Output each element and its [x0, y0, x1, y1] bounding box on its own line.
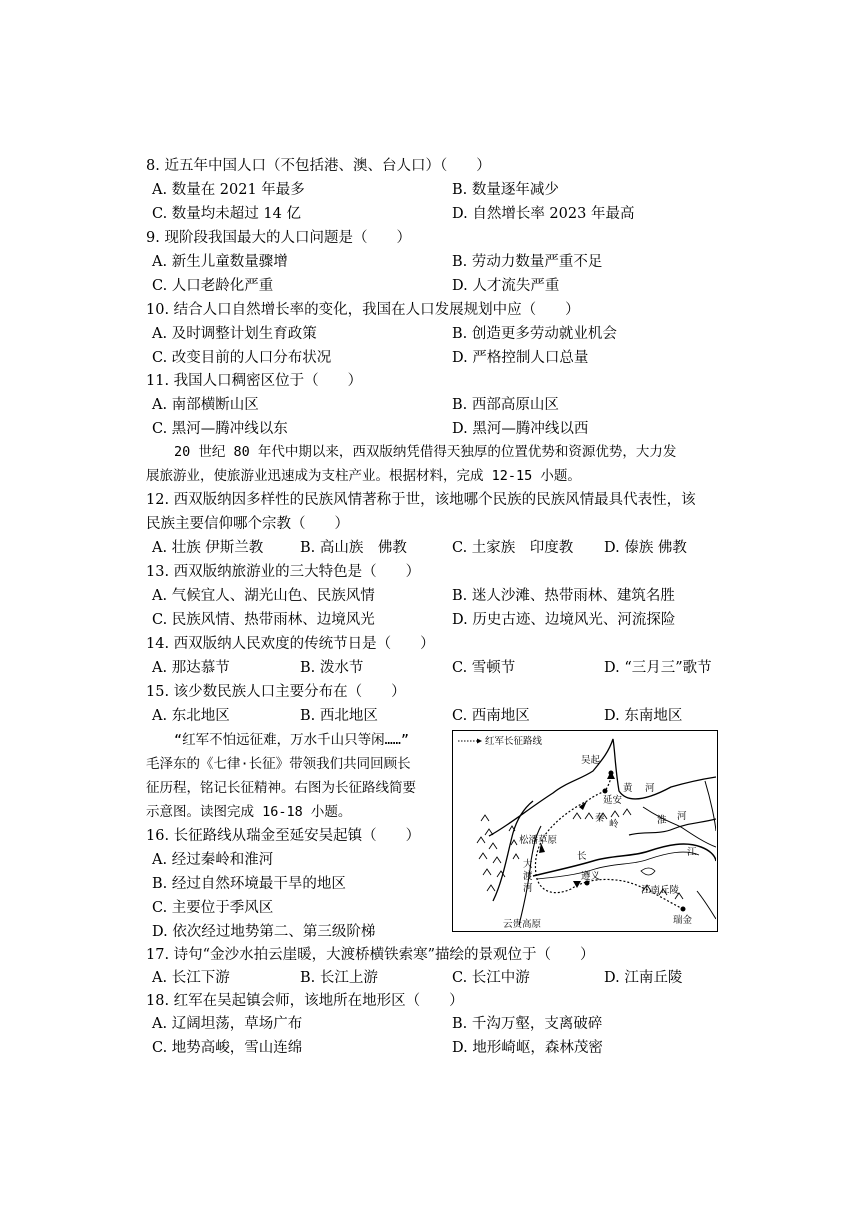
route-arrow-icon	[579, 801, 587, 810]
passage-xishuangbanna-line-2: 展旅游业，使旅游业迅速成为支柱产业。根据材料，完成 12-15 小题。	[146, 468, 581, 484]
label-du: 渡	[523, 871, 533, 882]
question-15-stem: 15. 该少数民族人口主要分布在（ ）	[146, 684, 406, 700]
question-11-stem: 11. 我国人口稠密区位于（ ）	[146, 373, 363, 389]
question-13-option-a[interactable]: A. 气候宜人、湖光山色、民族风情	[152, 588, 375, 604]
ruijin-dot	[681, 907, 686, 912]
question-14-option-a[interactable]: A. 那达慕节	[152, 660, 230, 676]
question-10-stem: 10. 结合人口自然增长率的变化，我国在人口发展规划中应（ ）	[146, 302, 580, 318]
passage-long-march-line-3: 征历程，铭记长征精神。右图为长征路线简要	[146, 780, 416, 796]
question-9-stem: 9. 现阶段我国最大的人口问题是（ ）	[146, 230, 411, 246]
yanan-dot	[603, 789, 608, 794]
question-17-option-d[interactable]: D. 江南丘陵	[604, 970, 683, 986]
question-18-option-d[interactable]: D. 地形崎岖，森林茂密	[452, 1040, 603, 1056]
label-jiangnan: 江南丘陵	[641, 885, 680, 896]
label-ling: 岭	[609, 819, 619, 830]
question-10-option-b[interactable]: B. 创造更多劳动就业机会	[452, 326, 617, 342]
question-8-option-c[interactable]: C. 数量均未超过 14 亿	[152, 206, 301, 222]
question-12-option-a[interactable]: A. 壮族 伊斯兰教	[152, 540, 264, 556]
long-march-map-svg	[453, 731, 716, 930]
label-huai-he: 河	[677, 811, 687, 822]
question-16-stem: 16. 长征路线从瑞金至延安吴起镇（ ）	[146, 828, 421, 844]
label-huang: 黄	[623, 783, 633, 794]
question-10-option-a[interactable]: A. 及时调整计划生育政策	[152, 326, 317, 342]
question-15-option-b[interactable]: B. 西北地区	[300, 708, 378, 724]
wuqi-dot	[609, 771, 614, 776]
question-14-option-b[interactable]: B. 泼水节	[300, 660, 364, 676]
question-13-stem: 13. 西双版纳旅游业的三大特色是（ ）	[146, 564, 421, 580]
question-11-option-c[interactable]: C. 黑河—腾冲线以东	[152, 421, 288, 437]
question-9-option-c[interactable]: C. 人口老龄化严重	[152, 278, 274, 294]
question-15-option-a[interactable]: A. 东北地区	[152, 708, 230, 724]
question-15-option-c[interactable]: C. 西南地区	[452, 708, 530, 724]
label-da: 大	[523, 859, 533, 870]
passage-long-march-line-1: “红军不怕远征难，万水千山只等闲……”	[174, 732, 410, 748]
label-songpan: 松潘草原	[519, 835, 558, 846]
question-11-option-d[interactable]: D. 黑河—腾冲线以西	[452, 421, 589, 437]
legend-label: 红军长征路线	[485, 736, 543, 747]
label-yanan: 延安	[603, 795, 623, 806]
question-9-option-d[interactable]: D. 人才流失严重	[452, 278, 560, 294]
question-12-stem: 12. 西双版纳因多样性的民族风情著称于世，该地哪个民族的民族风情最具代表性，该	[146, 492, 696, 508]
question-18-option-a[interactable]: A. 辽阔坦荡，草场广布	[152, 1016, 303, 1032]
question-8-option-a[interactable]: A. 数量在 2021 年最多	[152, 182, 305, 198]
question-16-option-a[interactable]: A. 经过秦岭和淮河	[152, 852, 274, 868]
label-qin: 秦	[595, 813, 605, 824]
question-11-option-b[interactable]: B. 西部高原山区	[452, 397, 559, 413]
passage-xishuangbanna-line-1: 20 世纪 80 年代中期以来，西双版纳凭借得天独厚的位置优势和资源优势，大力发	[174, 444, 677, 460]
passage-long-march-line-2: 毛泽东的《七律·长征》带领我们共同回顾长	[146, 756, 411, 772]
label-wuqi: 吴起	[581, 755, 601, 766]
question-12-stem-continued: 民族主要信仰哪个宗教（ ）	[146, 516, 349, 532]
question-16-option-c[interactable]: C. 主要位于季风区	[152, 900, 274, 916]
question-17-option-a[interactable]: A. 长江下游	[152, 970, 230, 986]
label-chang: 长	[577, 851, 587, 862]
question-17-option-c[interactable]: C. 长江中游	[452, 970, 530, 986]
question-11-option-a[interactable]: A. 南部横断山区	[152, 397, 259, 413]
lake	[641, 868, 655, 875]
question-12-option-c[interactable]: C. 土家族 印度教	[452, 540, 574, 556]
legend-arrow-icon	[477, 739, 482, 744]
label-du-he: 河	[523, 883, 533, 894]
question-15-option-d[interactable]: D. 东南地区	[604, 708, 683, 724]
question-13-option-c[interactable]: C. 民族风情、热带雨林、边境风光	[152, 612, 375, 628]
question-16-option-d[interactable]: D. 依次经过地势第二、第三级阶梯	[152, 924, 376, 940]
question-14-stem: 14. 西双版纳人民欢度的传统节日是（ ）	[146, 636, 435, 652]
label-zunyi: 遵义	[581, 871, 601, 882]
question-9-option-b[interactable]: B. 劳动力数量严重不足	[452, 254, 603, 270]
question-14-option-d[interactable]: D. “三月三”歌节	[604, 660, 712, 676]
question-18-option-c[interactable]: C. 地势高峻，雪山连绵	[152, 1040, 303, 1056]
label-ruijin: 瑞金	[673, 915, 693, 926]
question-13-option-b[interactable]: B. 迷人沙滩、热带雨林、建筑名胜	[452, 588, 675, 604]
question-17-option-b[interactable]: B. 长江上游	[300, 970, 378, 986]
question-17-stem: 17. 诗句“金沙水拍云崖暖，大渡桥横铁索寒”描绘的景观位于（ ）	[146, 947, 595, 963]
label-he: 河	[645, 783, 655, 794]
question-12-option-b[interactable]: B. 高山族 佛教	[300, 540, 407, 556]
question-10-option-d[interactable]: D. 严格控制人口总量	[452, 350, 589, 366]
label-yungui: 云贵高原	[503, 919, 542, 930]
question-18-stem: 18. 红军在吴起镇会师，该地所在地形区（ ）	[146, 993, 464, 1009]
label-jiang: 江	[687, 847, 697, 858]
question-10-option-c[interactable]: C. 改变目前的人口分布状况	[152, 350, 332, 366]
question-9-option-a[interactable]: A. 新生儿童数量骤增	[152, 254, 288, 270]
huai-river	[629, 819, 716, 835]
question-13-option-d[interactable]: D. 历史古迹、边境风光、河流探险	[452, 612, 676, 628]
long-march-route-map	[452, 730, 718, 932]
question-16-option-b[interactable]: B. 经过自然环境最干旱的地区	[152, 876, 346, 892]
question-8-stem: 8. 近五年中国人口（不包括港、澳、台人口）（ ）	[146, 158, 491, 174]
question-8-option-b[interactable]: B. 数量逐年减少	[452, 182, 559, 198]
question-12-option-d[interactable]: D. 傣族 佛教	[604, 540, 687, 556]
question-14-option-c[interactable]: C. 雪顿节	[452, 660, 516, 676]
label-huai: 淮	[657, 815, 667, 826]
question-18-option-b[interactable]: B. 千沟万壑，支离破碎	[452, 1016, 603, 1032]
question-8-option-d[interactable]: D. 自然增长率 2023 年最高	[452, 206, 635, 222]
passage-long-march-line-4: 示意图。读图完成 16-18 小题。	[146, 804, 352, 820]
